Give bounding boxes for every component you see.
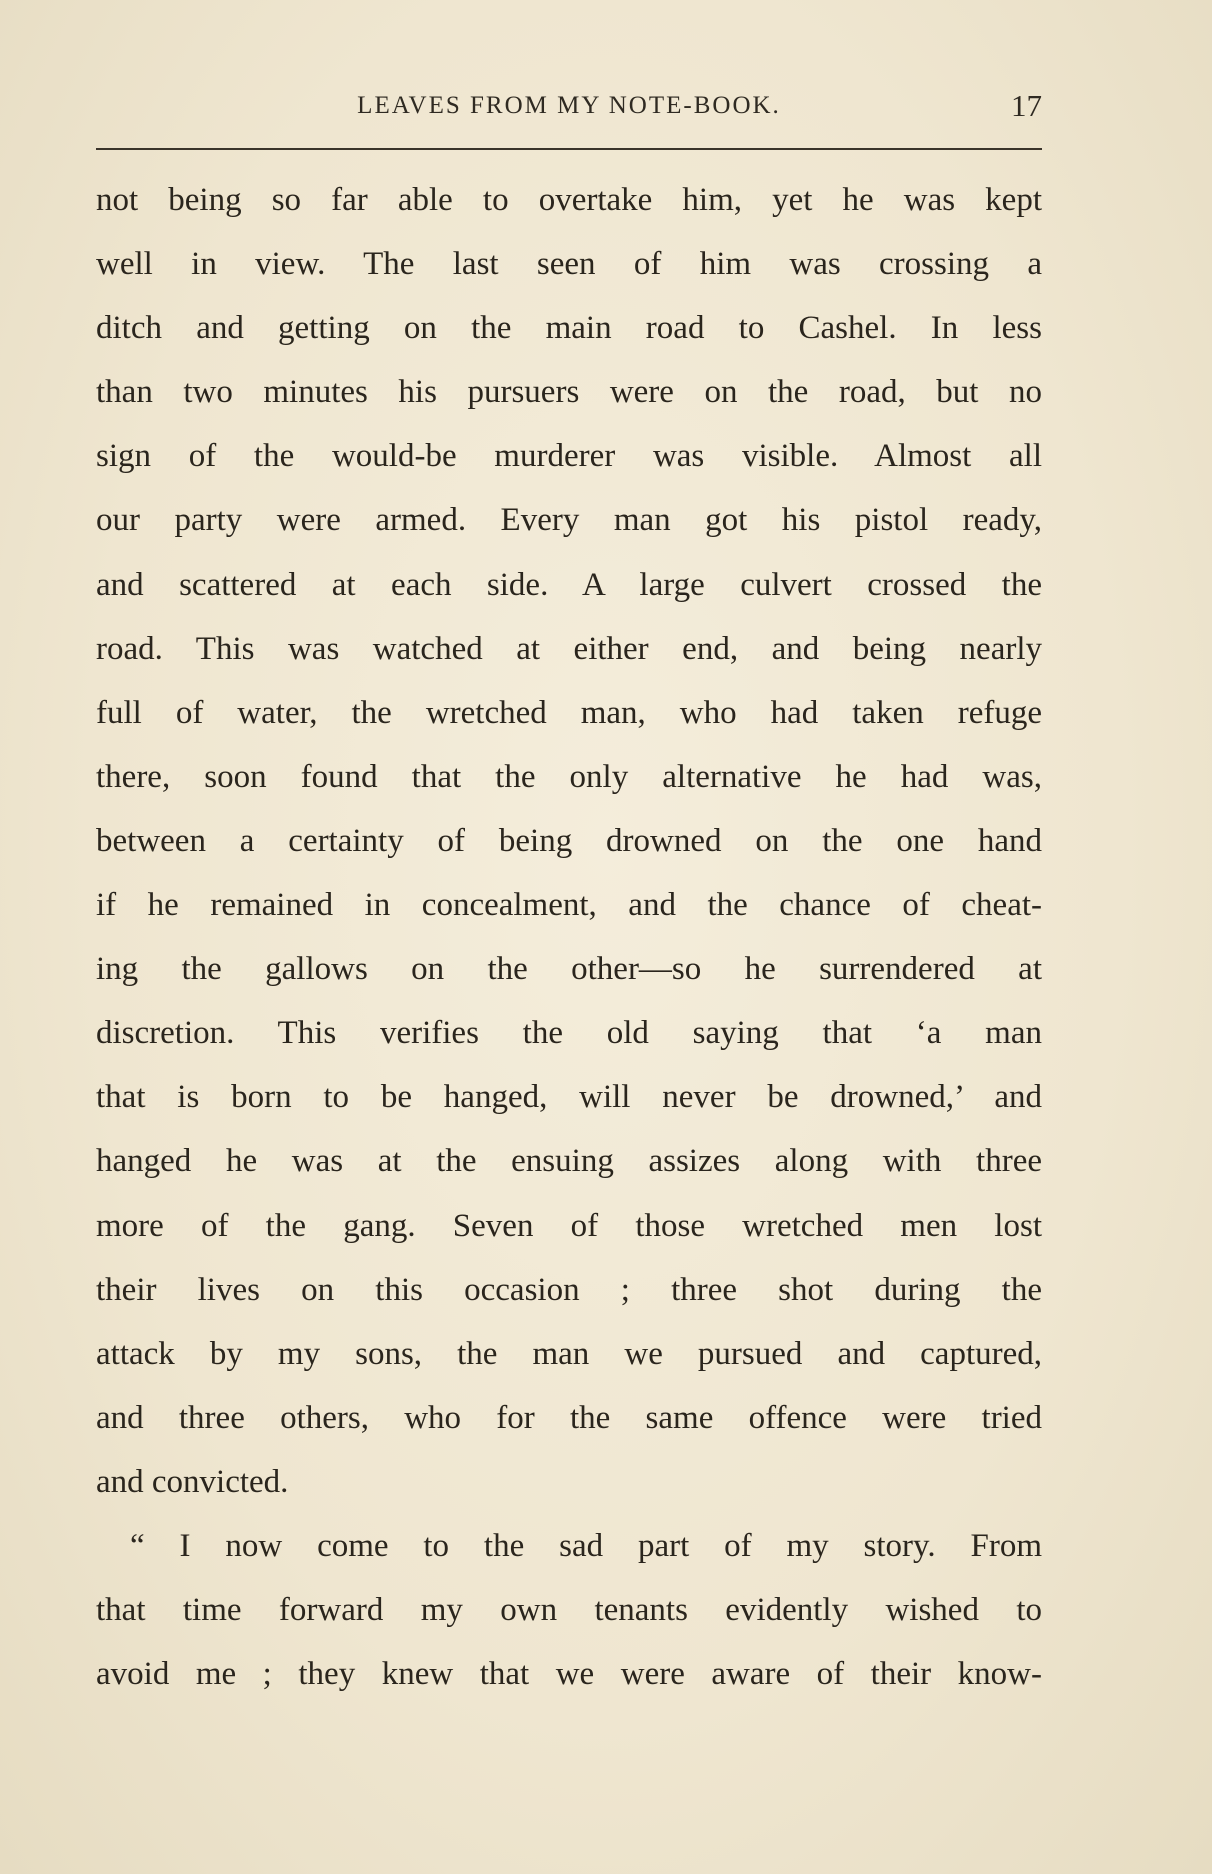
text-line: than two minutes his pursuers were on the road, but no	[96, 374, 1042, 411]
text-line: avoid me ; they knew that we were aware of their know-	[96, 1656, 1042, 1693]
running-head: LEAVES FROM MY NOTE-BOOK.	[357, 92, 781, 119]
text-line: that time forward my own tenants evidently wished to	[96, 1592, 1042, 1629]
text-line: and three others, who for the same offence were tried	[96, 1399, 1042, 1436]
text-line: more of the gang. Seven of those wretched men lost	[96, 1207, 1042, 1244]
paragraph-end-line: and convicted.	[96, 1463, 289, 1500]
text-line: between a certainty of being drowned on the one hand	[96, 822, 1042, 859]
paragraph-start-line: “ I now come to the sad part of my story. From	[130, 1527, 1042, 1564]
text-line: full of water, the wretched man, who had taken refuge	[96, 694, 1042, 731]
text-line: sign of the would-be murderer was visible. Almost all	[96, 438, 1042, 475]
text-line: road. This was watched at either end, and being nearly	[96, 630, 1042, 667]
text-line: hanged he was at the ensuing assizes along with three	[96, 1143, 1042, 1180]
header-rule	[96, 148, 1042, 150]
text-line: that is born to be hanged, will never be drowned,’ and	[96, 1079, 1042, 1116]
text-line: their lives on this occasion ; three shot during the	[96, 1271, 1042, 1308]
text-line: well in view. The last seen of him was crossing a	[96, 246, 1042, 283]
text-line: discretion. This verifies the old saying that ‘a man	[96, 1015, 1042, 1052]
page-header	[96, 88, 1042, 134]
text-line: ing the gallows on the other—so he surrendered at	[96, 951, 1042, 988]
text-line: attack by my sons, the man we pursued and captured,	[96, 1335, 1042, 1372]
text-line: and scattered at each side. A large culvert crossed the	[96, 566, 1042, 603]
text-line: not being so far able to overtake him, yet he was kept	[96, 182, 1042, 218]
text-line: our party were armed. Every man got his pistol ready,	[96, 502, 1042, 539]
text-line: ditch and getting on the main road to Cashel. In less	[96, 310, 1042, 347]
page-number: 17	[1011, 88, 1042, 123]
text-line: there, soon found that the only alternative he had was,	[96, 758, 1042, 795]
text-line: if he remained in concealment, and the chance of cheat-	[96, 887, 1042, 924]
body-text	[96, 168, 1042, 1706]
